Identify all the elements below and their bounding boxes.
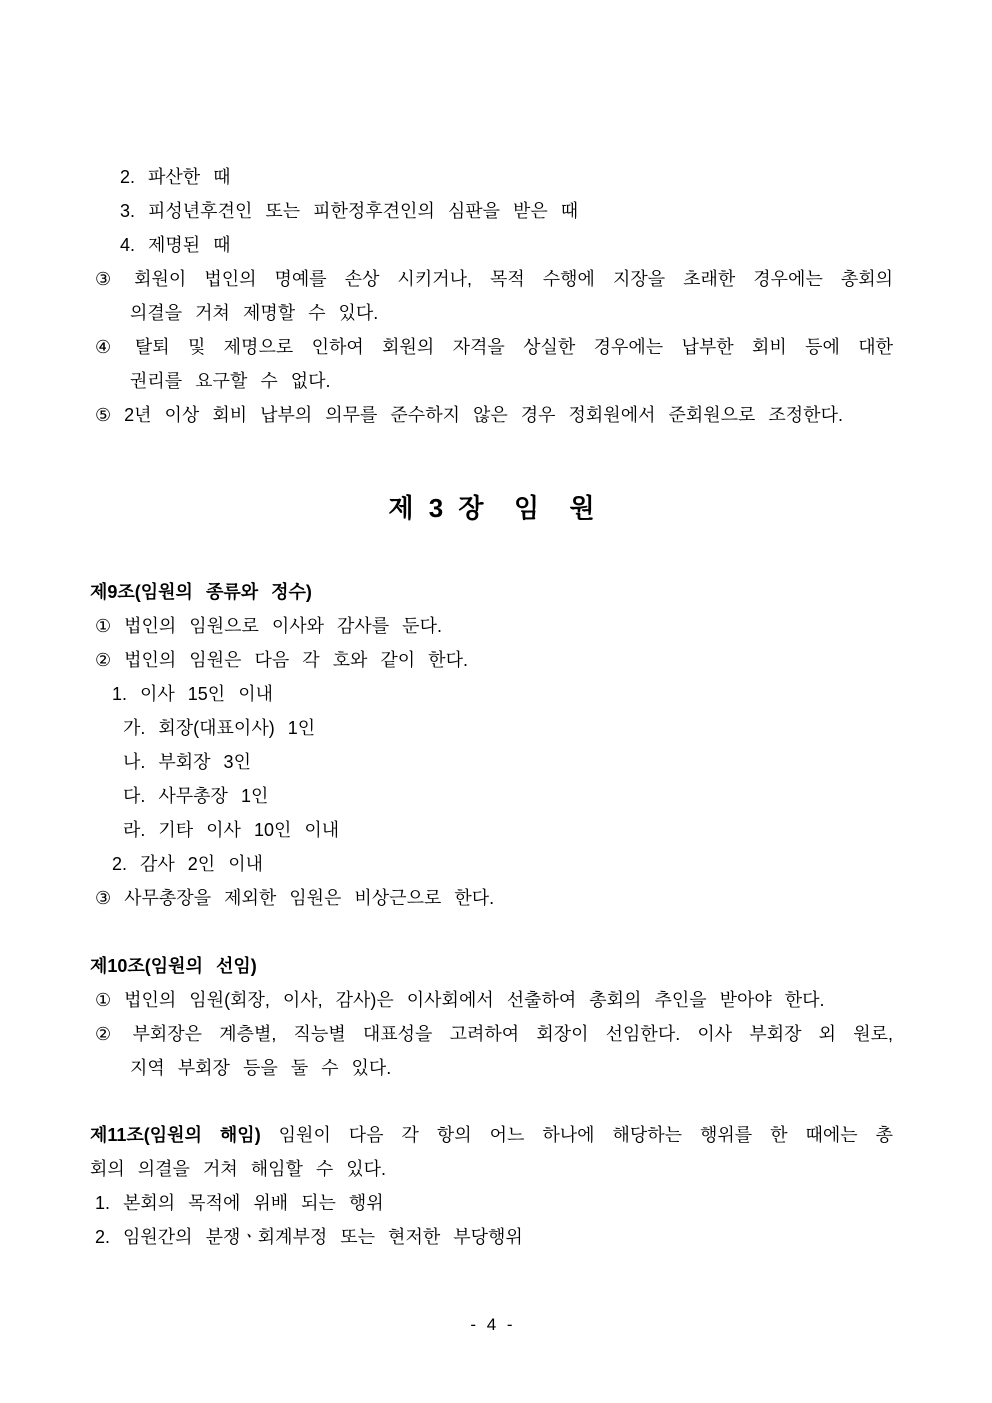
list-item: 2. 파산한 때 [120,167,231,187]
paragraph-continuation-line: 의결을 거쳐 제명할 수 있다. [130,303,379,323]
list-item: 2. 감사 2인 이내 [112,854,263,874]
paragraph-continuation-line: 권리를 요구할 수 없다. [130,371,331,391]
clause-line: ③ 사무총장을 제외한 임원은 비상근으로 한다. [95,888,495,908]
article-heading-paragraph [90,1118,893,1152]
list-item: 나. 부회장 3인 [123,752,251,772]
list-item: 1. 본회의 목적에 위배 되는 행위 [95,1193,384,1213]
chapter-heading: 제 3 장 임 원 [388,493,595,523]
document-body [90,160,893,1342]
article-text: 임원이 다음 각 항의 어느 하나에 해당하는 행위를 한 때에는 총 [278,1125,893,1145]
paragraph-line: 회의 의결을 거쳐 해임할 수 있다. [90,1159,387,1179]
clause-line: ② 부회장은 계층별, 직능별 대표성을 고려하여 회장이 선임한다. 이사 부회장 외 원로, [95,1024,893,1044]
article-heading: 제9조(임원의 종류와 정수) [90,582,312,602]
list-item: 2. 임원간의 분쟁ㆍ회계부정 또는 현저한 부당행위 [95,1227,523,1247]
list-item: 1. 이사 15인 이내 [112,684,273,704]
clause-line: ② 법인의 임원은 다음 각 호와 같이 한다. [95,650,468,670]
list-item: 라. 기타 이사 10인 이내 [123,820,340,840]
list-item: 3. 피성년후견인 또는 피한정후견인의 심판을 받은 때 [120,201,579,221]
article-number-bold: 제11조(임원의 해임) [90,1125,261,1145]
paragraph-continuation-line: 지역 부회장 등을 둘 수 있다. [130,1058,392,1078]
clause-line: ④ 탈퇴 및 제명으로 인하여 회원의 자격을 상실한 경우에는 납부한 회비 등에 대한 [95,337,893,357]
list-item: 4. 제명된 때 [120,235,231,255]
clause-line: ① 법인의 임원으로 이사와 감사를 둔다. [95,616,442,636]
article-heading: 제10조(임원의 선임) [90,956,257,976]
list-item: 다. 사무총장 1인 [123,786,269,806]
clause-line: ⑤ 2년 이상 회비 납부의 의무를 준수하지 않은 경우 정회원에서 준회원으로 조정한다. [95,405,843,425]
clause-line: ③ 회원이 법인의 명예를 손상 시키거나, 목적 수행에 지장을 초래한 경우에는 총회의 [95,269,893,289]
page-number: - 4 - [470,1315,513,1334]
clause-line: ① 법인의 임원(회장, 이사, 감사)은 이사회에서 선출하여 총회의 추인을 받아야 한다. [95,990,825,1010]
list-item: 가. 회장(대표이사) 1인 [123,718,316,738]
